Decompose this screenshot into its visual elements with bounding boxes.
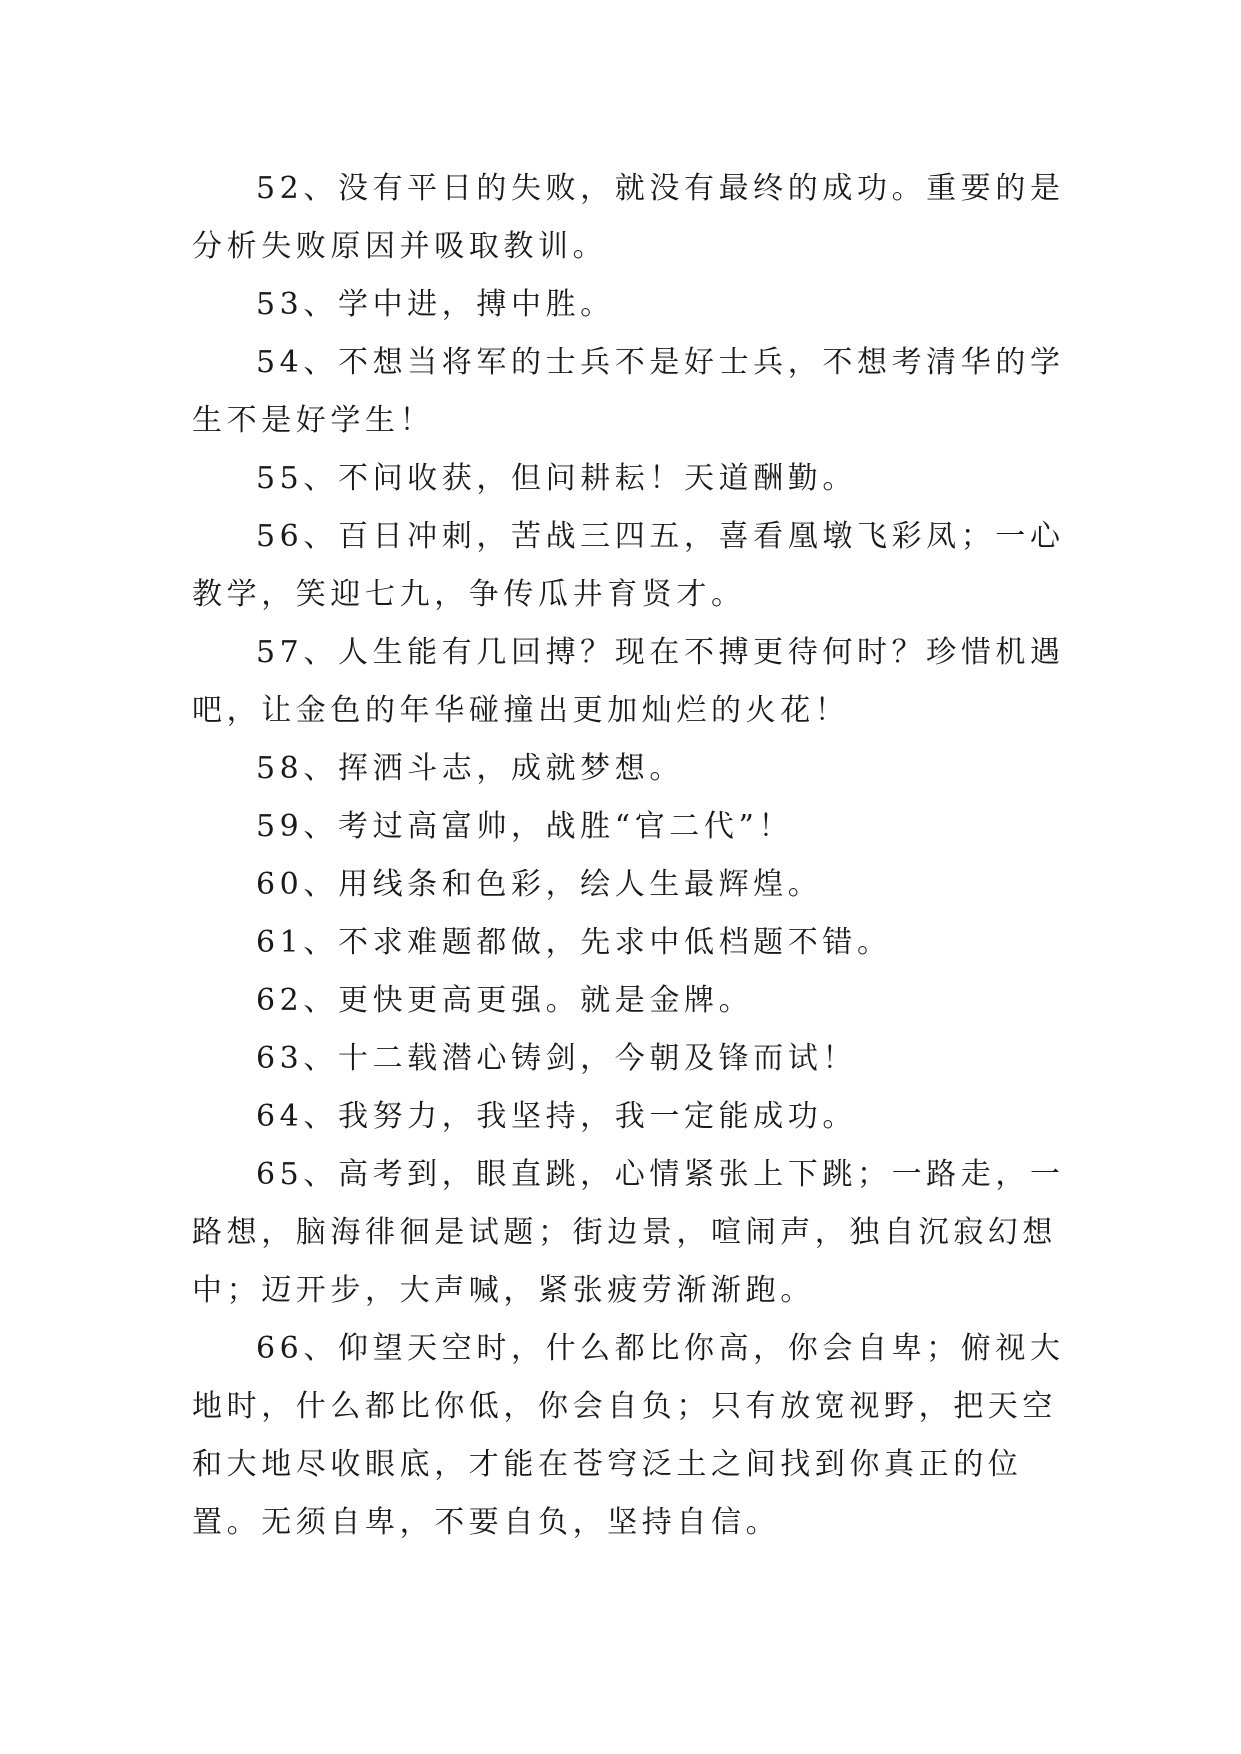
paragraph-62: 62、更快更高更强。就是金牌。 — [256, 983, 754, 1018]
paragraph-55: 55、不问收获，但问耕耘！天道酬勤。 — [256, 461, 857, 496]
paragraph-65: 65、高考到，眼直跳，心情紧张上下跳；一路走，一路想，脑海徘徊是试题；街边景，喧闹声，独自沉寂幻想中；迈开步，大声喊，紧张疲劳渐渐跑。 — [192, 1157, 1065, 1308]
paragraph-63: 63、十二载潜心铸剑，今朝及锋而试！ — [256, 1041, 857, 1076]
paragraph-57: 57、人生能有几回搏？现在不搏更待何时？珍惜机遇吧，让金色的年华碰撞出更加灿烂的火花！ — [192, 635, 1065, 728]
document-body — [192, 160, 1072, 1552]
paragraph-61: 61、不求难题都做，先求中低档题不错。 — [256, 925, 892, 960]
paragraph-64: 64、我努力，我坚持，我一定能成功。 — [256, 1099, 857, 1134]
paragraph-66: 66、仰望天空时，什么都比你高，你会自卑；俯视大地时，什么都比你低，你会自负；只有放宽视野，把天空和大地尽收眼底，才能在苍穹泛土之间找到你真正的位置。无须自卑，不要自负，坚持自信。 — [192, 1331, 1065, 1540]
paragraph-60: 60、用线条和色彩，绘人生最辉煌。 — [256, 867, 823, 902]
paragraph-58: 58、挥洒斗志，成就梦想。 — [256, 751, 684, 786]
paragraph-52: 52、没有平日的失败，就没有最终的成功。重要的是分析失败原因并吸取教训。 — [192, 171, 1065, 264]
paragraph-56: 56、百日冲刺，苦战三四五，喜看凰墩飞彩凤；一心教学，笑迎七九，争传瓜井育贤才。 — [192, 519, 1065, 612]
paragraph-59: 59、考过高富帅，战胜“官二代”！ — [256, 809, 794, 844]
paragraph-53: 53、学中进，搏中胜。 — [256, 287, 615, 322]
paragraph-54: 54、不想当将军的士兵不是好士兵，不想考清华的学生不是好学生！ — [192, 345, 1065, 438]
